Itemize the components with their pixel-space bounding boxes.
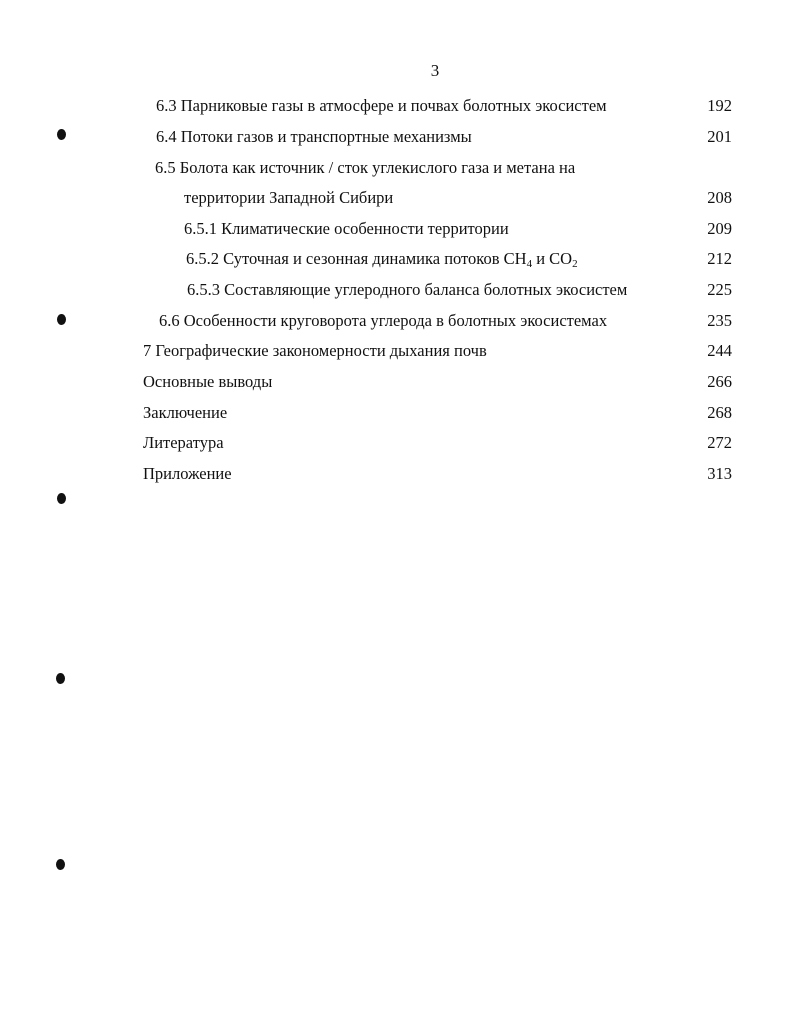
toc-entry-7[interactable]: 7 Географические закономерности дыхания почв — [143, 341, 487, 360]
toc-entry-6-5-3[interactable]: 6.5.3 Составляющие углеродного баланса болотных экосистем — [187, 280, 628, 299]
toc-page-appendix: 313 — [707, 464, 732, 483]
toc-entry-6-5-cont[interactable]: территории Западной Сибири — [184, 188, 394, 207]
binder-hole — [57, 493, 66, 504]
toc-page-6-5: 208 — [707, 188, 732, 207]
toc-page-6-6: 235 — [707, 311, 732, 330]
toc-entry-appendix[interactable]: Приложение — [143, 464, 232, 483]
toc-entry-6-3[interactable]: 6.3 Парниковые газы в атмосфере и почвах болотных экосистем — [156, 96, 607, 115]
toc-entry-6-5-2-mid: и CO — [532, 249, 573, 268]
toc-entry-6-6[interactable]: 6.6 Особенности круговорота углерода в болотных экосистемах — [159, 311, 608, 330]
toc-page-7: 244 — [707, 341, 732, 360]
binder-hole — [57, 129, 66, 140]
binder-hole — [56, 673, 65, 684]
toc-page-summary: 268 — [707, 403, 732, 422]
toc-page-6-5-3: 225 — [707, 280, 732, 299]
toc-page-6-5-2: 212 — [707, 249, 732, 268]
toc-page-6-4: 201 — [707, 127, 732, 146]
toc-entry-6-5-2[interactable] — [186, 249, 578, 269]
binder-hole — [57, 314, 66, 325]
toc-page-literature: 272 — [707, 433, 732, 452]
toc-entry-6-5-1[interactable]: 6.5.1 Климатические особенности территории — [184, 219, 509, 238]
toc-entry-summary[interactable]: Заключение — [143, 403, 228, 422]
subscript-4: 4 — [526, 258, 533, 270]
toc-entry-6-4[interactable]: 6.4 Потоки газов и транспортные механизмы — [156, 127, 472, 146]
toc-entry-conclusions[interactable]: Основные выводы — [143, 372, 273, 391]
toc-entry-6-5-2-prefix: 6.5.2 Суточная и сезонная динамика потоков CH — [186, 249, 527, 268]
toc-entry-literature[interactable]: Литература — [143, 433, 224, 452]
binder-hole — [56, 859, 65, 870]
toc-entry-6-5[interactable]: 6.5 Болота как источник / сток углекислого газа и метана на — [155, 158, 576, 177]
toc-page-6-5-1: 209 — [707, 219, 732, 238]
toc-page-conclusions: 266 — [707, 372, 732, 391]
page-number: 3 — [430, 61, 440, 80]
subscript-2: 2 — [572, 258, 578, 270]
toc-page-6-3: 192 — [707, 96, 732, 115]
